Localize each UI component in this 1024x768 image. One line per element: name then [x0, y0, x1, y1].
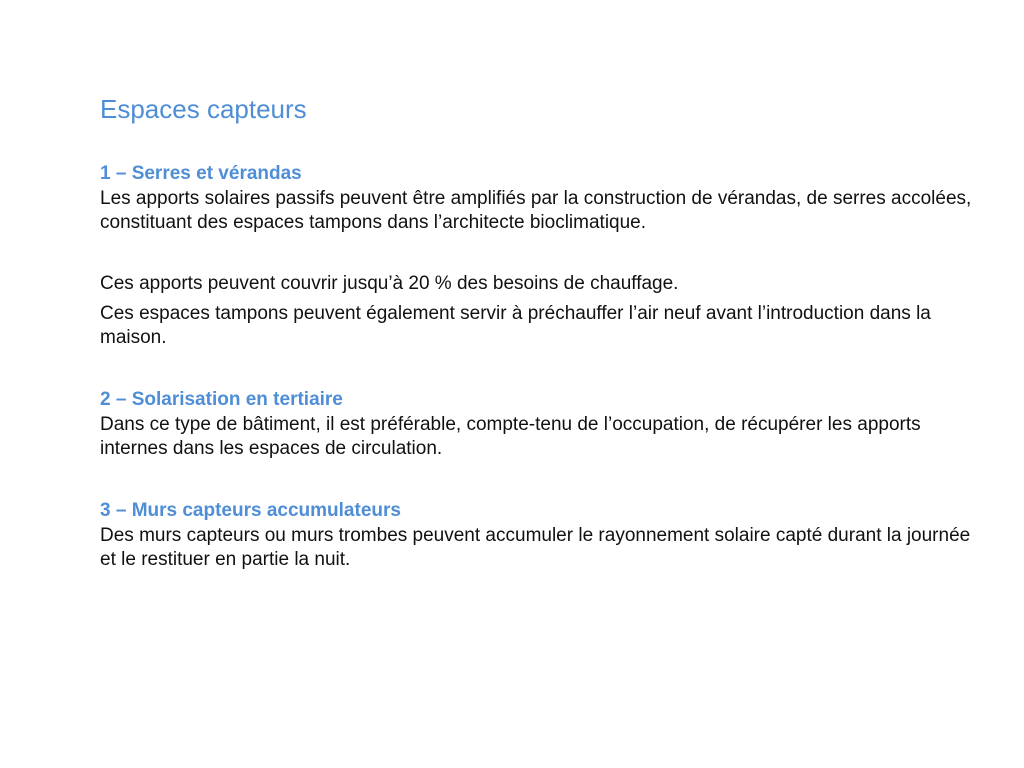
paragraph: Dans ce type de bâtiment, il est préférable, compte-tenu de l’occupation, de récupérer les apports internes dans les espaces de circulation. [100, 414, 921, 459]
section-heading: 2 – Solarisation en tertiaire [100, 389, 343, 410]
section-solarisation-tertiaire [100, 387, 980, 461]
paragraph: Ces espaces tampons peuvent également servir à préchauffer l’air neuf avant l’introduction dans la maison. [100, 303, 931, 348]
section-heading: 3 – Murs capteurs accumulateurs [100, 500, 401, 521]
paragraph: Ces apports peuvent couvrir jusqu’à 20 % des besoins de chauffage. [100, 273, 679, 294]
slide-content [100, 92, 980, 572]
slide-title: Espaces capteurs [100, 94, 307, 124]
paragraph: Les apports solaires passifs peuvent être amplifiés par la construction de vérandas, de serres accolées, constituant des espaces tampons dans l’architecte bioclimatique. [100, 188, 972, 233]
section-heading: 1 – Serres et vérandas [100, 163, 302, 184]
section-murs-capteurs [100, 498, 980, 572]
paragraph: Des murs capteurs ou murs trombes peuvent accumuler le rayonnement solaire capté durant la journée et le restituer en partie la nuit. [100, 525, 971, 570]
section-serres-verandas [100, 161, 980, 350]
